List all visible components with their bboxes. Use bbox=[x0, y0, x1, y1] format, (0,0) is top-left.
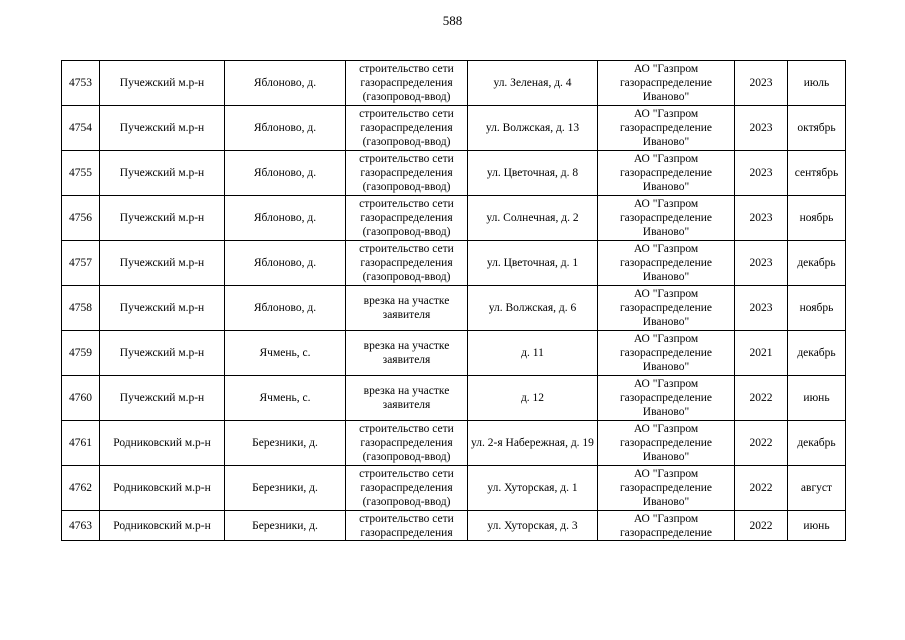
year-cell-text: 2021 bbox=[749, 347, 773, 359]
address-cell-text: ул. Зеленая, д. 4 bbox=[493, 77, 572, 89]
address-cell-text: ул. Волжская, д. 13 bbox=[485, 122, 580, 134]
work-type-cell-text: строительство сети газораспределения (газопровод-ввод) bbox=[359, 153, 454, 193]
month-cell-text: август bbox=[800, 482, 833, 494]
address-cell bbox=[468, 376, 598, 421]
address-cell-text: ул. 2-я Набережная, д. 19 bbox=[471, 437, 594, 449]
work-type-cell-text: строительство сети газораспределения (газопровод-ввод) bbox=[359, 423, 454, 463]
district-cell-text: Родниковский м.р-н bbox=[113, 437, 211, 449]
district-cell bbox=[100, 466, 225, 511]
year-cell-text: 2023 bbox=[749, 257, 773, 269]
table-row bbox=[62, 196, 846, 241]
organization-cell-text: АО "Газпром газораспределение Иваново" bbox=[619, 378, 713, 418]
month-cell-text: сентябрь bbox=[794, 167, 839, 179]
organization-cell bbox=[598, 511, 735, 541]
locality-cell bbox=[225, 151, 346, 196]
month-cell bbox=[788, 421, 846, 466]
work-type-cell-text: строительство сети газораспределения bbox=[359, 512, 454, 539]
organization-cell-text: АО "Газпром газораспределение Иваново" bbox=[619, 288, 713, 328]
district-cell-text: Пучежский м.р-н bbox=[119, 257, 205, 269]
district-cell-text: Пучежский м.р-н bbox=[119, 302, 205, 314]
district-cell bbox=[100, 511, 225, 541]
district-cell-text: Пучежский м.р-н bbox=[119, 212, 205, 224]
address-cell bbox=[468, 466, 598, 511]
district-cell bbox=[100, 106, 225, 151]
year-cell-text: 2023 bbox=[749, 212, 773, 224]
table-row bbox=[62, 376, 846, 421]
row-number-text: 4753 bbox=[69, 77, 92, 89]
organization-cell-text: АО "Газпром газораспределение Иваново" bbox=[619, 108, 713, 148]
row-number bbox=[62, 151, 100, 196]
table-row bbox=[62, 151, 846, 196]
organization-cell bbox=[598, 61, 735, 106]
row-number bbox=[62, 511, 100, 541]
year-cell bbox=[735, 286, 788, 331]
organization-cell-text: АО "Газпром газораспределение Иваново" bbox=[619, 333, 713, 373]
table-row bbox=[62, 106, 846, 151]
locality-cell-text: Ячмень, с. bbox=[259, 392, 311, 404]
year-cell-text: 2022 bbox=[749, 437, 773, 449]
year-cell bbox=[735, 376, 788, 421]
organization-cell bbox=[598, 331, 735, 376]
locality-cell bbox=[225, 421, 346, 466]
work-type-cell bbox=[346, 466, 468, 511]
month-cell bbox=[788, 196, 846, 241]
locality-cell bbox=[225, 61, 346, 106]
locality-cell-text: Яблоново, д. bbox=[253, 302, 317, 314]
work-type-cell-text: строительство сети газораспределения (газопровод-ввод) bbox=[359, 243, 454, 283]
organization-cell-text: АО "Газпром газораспределение Иваново" bbox=[619, 153, 713, 193]
month-cell-text: декабрь bbox=[797, 347, 836, 359]
work-type-cell-text: строительство сети газораспределения (газопровод-ввод) bbox=[359, 198, 454, 238]
organization-cell-text: АО "Газпром газораспределение Иваново" bbox=[619, 468, 713, 508]
year-cell bbox=[735, 241, 788, 286]
district-cell bbox=[100, 151, 225, 196]
work-type-cell bbox=[346, 106, 468, 151]
address-cell bbox=[468, 151, 598, 196]
work-type-cell-text: врезка на участке заявителя bbox=[363, 295, 450, 321]
address-cell bbox=[468, 241, 598, 286]
month-cell-text: октябрь bbox=[797, 122, 836, 134]
district-cell bbox=[100, 421, 225, 466]
row-number bbox=[62, 421, 100, 466]
district-cell bbox=[100, 196, 225, 241]
work-type-cell bbox=[346, 376, 468, 421]
row-number-text: 4755 bbox=[69, 167, 92, 179]
year-cell bbox=[735, 331, 788, 376]
month-cell-text: декабрь bbox=[797, 257, 836, 269]
address-cell-text: д. 11 bbox=[521, 347, 544, 359]
row-number bbox=[62, 286, 100, 331]
row-number-text: 4763 bbox=[69, 519, 92, 532]
address-cell-text: ул. Цветочная, д. 1 bbox=[486, 257, 579, 269]
district-cell-text: Родниковский м.р-н bbox=[113, 482, 211, 494]
address-cell bbox=[468, 106, 598, 151]
year-cell-text: 2022 bbox=[749, 392, 773, 404]
year-cell-text: 2023 bbox=[749, 77, 773, 89]
locality-cell-text: Яблоново, д. bbox=[253, 167, 317, 179]
locality-cell-text: Березники, д. bbox=[252, 437, 318, 449]
district-cell bbox=[100, 331, 225, 376]
organization-cell bbox=[598, 196, 735, 241]
row-number-text: 4762 bbox=[69, 482, 92, 494]
locality-cell bbox=[225, 106, 346, 151]
work-type-cell bbox=[346, 421, 468, 466]
row-number-text: 4760 bbox=[69, 392, 92, 404]
month-cell bbox=[788, 466, 846, 511]
locality-cell bbox=[225, 466, 346, 511]
locality-cell-text: Березники, д. bbox=[252, 482, 318, 494]
year-cell bbox=[735, 466, 788, 511]
year-cell bbox=[735, 106, 788, 151]
month-cell-text: июнь bbox=[803, 392, 830, 404]
locality-cell-text: Яблоново, д. bbox=[253, 77, 317, 89]
work-type-cell bbox=[346, 151, 468, 196]
work-type-cell bbox=[346, 196, 468, 241]
row-number-text: 4757 bbox=[69, 257, 92, 269]
address-cell-text: ул. Волжская, д. 6 bbox=[488, 302, 577, 314]
row-number bbox=[62, 106, 100, 151]
organization-cell bbox=[598, 421, 735, 466]
table-row bbox=[62, 286, 846, 331]
month-cell bbox=[788, 241, 846, 286]
address-cell-text: ул. Хуторская, д. 3 bbox=[487, 519, 578, 532]
month-cell bbox=[788, 61, 846, 106]
month-cell-text: ноябрь bbox=[799, 212, 834, 224]
row-number bbox=[62, 376, 100, 421]
work-type-cell-text: строительство сети газораспределения (газопровод-ввод) bbox=[359, 108, 454, 148]
work-type-cell bbox=[346, 61, 468, 106]
address-cell-text: д. 12 bbox=[520, 392, 545, 404]
address-cell bbox=[468, 421, 598, 466]
table-row bbox=[62, 241, 846, 286]
month-cell bbox=[788, 151, 846, 196]
row-number bbox=[62, 331, 100, 376]
district-cell-text: Пучежский м.р-н bbox=[119, 122, 205, 134]
locality-cell bbox=[225, 196, 346, 241]
address-cell-text: ул. Хуторская, д. 1 bbox=[487, 482, 578, 494]
organization-cell bbox=[598, 241, 735, 286]
district-cell bbox=[100, 61, 225, 106]
row-number-text: 4761 bbox=[69, 437, 92, 449]
district-cell-text: Пучежский м.р-н bbox=[119, 392, 205, 404]
address-cell bbox=[468, 286, 598, 331]
year-cell bbox=[735, 421, 788, 466]
address-cell bbox=[468, 61, 598, 106]
address-cell bbox=[468, 331, 598, 376]
work-type-cell-text: врезка на участке заявителя bbox=[363, 340, 450, 366]
organization-cell bbox=[598, 286, 735, 331]
work-type-cell-text: врезка на участке заявителя bbox=[363, 385, 450, 411]
district-cell-text: Пучежский м.р-н bbox=[119, 167, 205, 179]
month-cell-text: декабрь bbox=[797, 437, 836, 449]
work-type-cell bbox=[346, 241, 468, 286]
locality-cell-text: Яблоново, д. bbox=[253, 122, 317, 134]
organization-cell bbox=[598, 106, 735, 151]
address-cell bbox=[468, 196, 598, 241]
address-cell bbox=[468, 511, 598, 541]
work-type-cell bbox=[346, 511, 468, 541]
work-type-cell-text: строительство сети газораспределения (газопровод-ввод) bbox=[359, 468, 454, 508]
row-number-text: 4758 bbox=[69, 302, 92, 314]
row-number-text: 4756 bbox=[69, 212, 92, 224]
year-cell-text: 2022 bbox=[749, 482, 773, 494]
year-cell-text: 2022 bbox=[749, 519, 773, 532]
locality-cell-text: Березники, д. bbox=[252, 519, 318, 532]
organization-cell bbox=[598, 466, 735, 511]
month-cell-text: ноябрь bbox=[799, 302, 834, 314]
page-number: 588 bbox=[442, 13, 463, 28]
year-cell bbox=[735, 196, 788, 241]
table-row bbox=[62, 421, 846, 466]
work-type-cell bbox=[346, 286, 468, 331]
row-number bbox=[62, 196, 100, 241]
table-row bbox=[62, 61, 846, 106]
district-cell-text: Пучежский м.р-н bbox=[119, 77, 205, 89]
district-cell bbox=[100, 286, 225, 331]
district-cell bbox=[100, 376, 225, 421]
month-cell bbox=[788, 286, 846, 331]
district-cell bbox=[100, 241, 225, 286]
month-cell-text: июль bbox=[803, 77, 830, 89]
organization-cell-text: АО "Газпром газораспределение bbox=[619, 512, 713, 539]
locality-cell bbox=[225, 331, 346, 376]
row-number bbox=[62, 466, 100, 511]
address-cell-text: ул. Солнечная, д. 2 bbox=[486, 212, 579, 224]
district-cell-text: Родниковский м.р-н bbox=[113, 519, 211, 532]
month-cell bbox=[788, 331, 846, 376]
address-cell-text: ул. Цветочная, д. 8 bbox=[486, 167, 579, 179]
work-type-cell-text: строительство сети газораспределения (газопровод-ввод) bbox=[359, 63, 454, 103]
month-cell-text: июнь bbox=[803, 519, 830, 532]
row-number bbox=[62, 241, 100, 286]
organization-cell-text: АО "Газпром газораспределение Иваново" bbox=[619, 423, 713, 463]
locality-cell-text: Яблоново, д. bbox=[253, 212, 317, 224]
organization-cell-text: АО "Газпром газораспределение Иваново" bbox=[619, 198, 713, 238]
locality-cell bbox=[225, 376, 346, 421]
locality-cell bbox=[225, 286, 346, 331]
locality-cell bbox=[225, 241, 346, 286]
month-cell bbox=[788, 106, 846, 151]
year-cell bbox=[735, 151, 788, 196]
organization-cell bbox=[598, 376, 735, 421]
organization-cell-text: АО "Газпром газораспределение Иваново" bbox=[619, 243, 713, 283]
row-number-text: 4759 bbox=[69, 347, 92, 359]
table-row bbox=[62, 466, 846, 511]
district-cell-text: Пучежский м.р-н bbox=[119, 347, 205, 359]
row-number-text: 4754 bbox=[69, 122, 92, 134]
table-row bbox=[62, 511, 846, 541]
year-cell bbox=[735, 511, 788, 541]
locality-cell-text: Ячмень, с. bbox=[259, 347, 311, 359]
month-cell bbox=[788, 511, 846, 541]
year-cell-text: 2023 bbox=[749, 167, 773, 179]
organization-cell-text: АО "Газпром газораспределение Иваново" bbox=[619, 63, 713, 103]
year-cell-text: 2023 bbox=[749, 302, 773, 314]
table-row bbox=[62, 331, 846, 376]
work-type-cell bbox=[346, 331, 468, 376]
year-cell bbox=[735, 61, 788, 106]
organization-cell bbox=[598, 151, 735, 196]
month-cell bbox=[788, 376, 846, 421]
gas-connection-table bbox=[61, 60, 846, 541]
locality-cell-text: Яблоново, д. bbox=[253, 257, 317, 269]
year-cell-text: 2023 bbox=[749, 122, 773, 134]
row-number bbox=[62, 61, 100, 106]
locality-cell bbox=[225, 511, 346, 541]
